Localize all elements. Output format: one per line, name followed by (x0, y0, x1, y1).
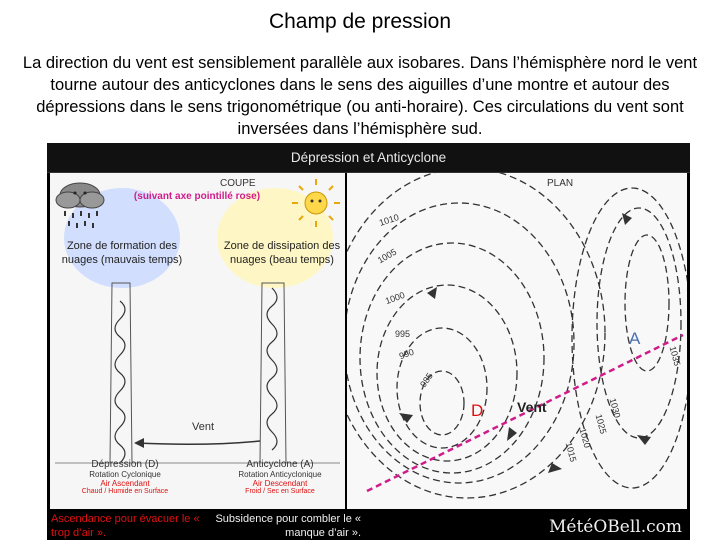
isobar-label-1015: 1015 (563, 441, 579, 463)
isobar-label-990: 990 (397, 346, 416, 362)
anticyclone-column (260, 283, 286, 463)
ascendance-text: Ascendance pour évacuer le « trop d’air ». (51, 513, 200, 539)
depression-rotation: Rotation Cyclonique (89, 470, 161, 479)
figure-footer (47, 509, 690, 540)
marker-d: D (471, 401, 484, 420)
depression-spiral (115, 301, 125, 463)
isobar-label-1000: 1000 (383, 289, 407, 307)
figure-title: Dépression et Anticyclone (290, 150, 447, 165)
isobar-label-1005: 1005 (375, 246, 399, 266)
isobar-label-995: 995 (395, 329, 411, 339)
pressure-figure (47, 143, 690, 540)
anticyclone-surface: Froid / Sec en Surface (245, 488, 315, 495)
coupe-note: (suivant axe pointillé rose) (133, 191, 261, 202)
anticyclone-name: Anticyclone (A) (246, 459, 314, 470)
isobar-1000 (360, 243, 544, 473)
vent-plan-label: Vent (517, 399, 547, 415)
surface-wind-arrow (136, 441, 260, 444)
isobar-1035 (625, 235, 669, 371)
isobar-label-985: 985 (418, 370, 435, 390)
plan-panel (347, 173, 687, 509)
anticyclone-air: Air Descendant (252, 479, 308, 488)
meteobell-watermark: MétéOBell.com (548, 517, 682, 537)
depression-column (110, 283, 132, 463)
vent-label: Vent (192, 421, 215, 433)
surface-wind-arrowhead (134, 438, 144, 448)
isobar-label-1010: 1010 (377, 212, 401, 228)
subsidence-text: Subsidence pour combler le « manque d’air ». (215, 513, 361, 539)
intro-paragraph: La direction du vent est sensiblement parallèle aux isobares. Dans l’hémisphère nord le vent tourne autour des anticyclones dans le sens des aiguilles d’une montre et autour des dépressions dans le sens trigonométrique (ou anti-horaire). Ces circulations du vent sont inversées dans l’hémisphère sud. (22, 54, 698, 138)
anticyclone-caption (220, 459, 340, 495)
depression-air: Air Ascendant (100, 479, 150, 488)
isobar-label-1020: 1020 (577, 427, 593, 449)
anticyclone-spiral (267, 288, 277, 450)
isobar-label-1030: 1030 (607, 397, 623, 419)
page-title: Champ de pression (268, 10, 452, 33)
marker-a: A (629, 329, 641, 348)
isobar-label-1035: 1035 (667, 345, 683, 367)
cross-section-panel (50, 173, 345, 509)
depression-caption (70, 459, 180, 495)
zone-formation-label: Zone de formation des nuages (mauvais temps) (61, 240, 183, 266)
plan-label: PLAN (547, 178, 574, 189)
coupe-label: COUPE (220, 178, 256, 189)
depression-surface: Chaud / Humide en Surface (81, 488, 169, 495)
depression-name: Dépression (D) (91, 459, 159, 470)
figure-header (47, 143, 690, 173)
anticyclone-rotation: Rotation Anticyclonique (238, 470, 322, 479)
isobar-label-1025: 1025 (593, 413, 609, 435)
zone-dissipation-label: Zone de dissipation des nuages (beau temps) (223, 240, 341, 266)
